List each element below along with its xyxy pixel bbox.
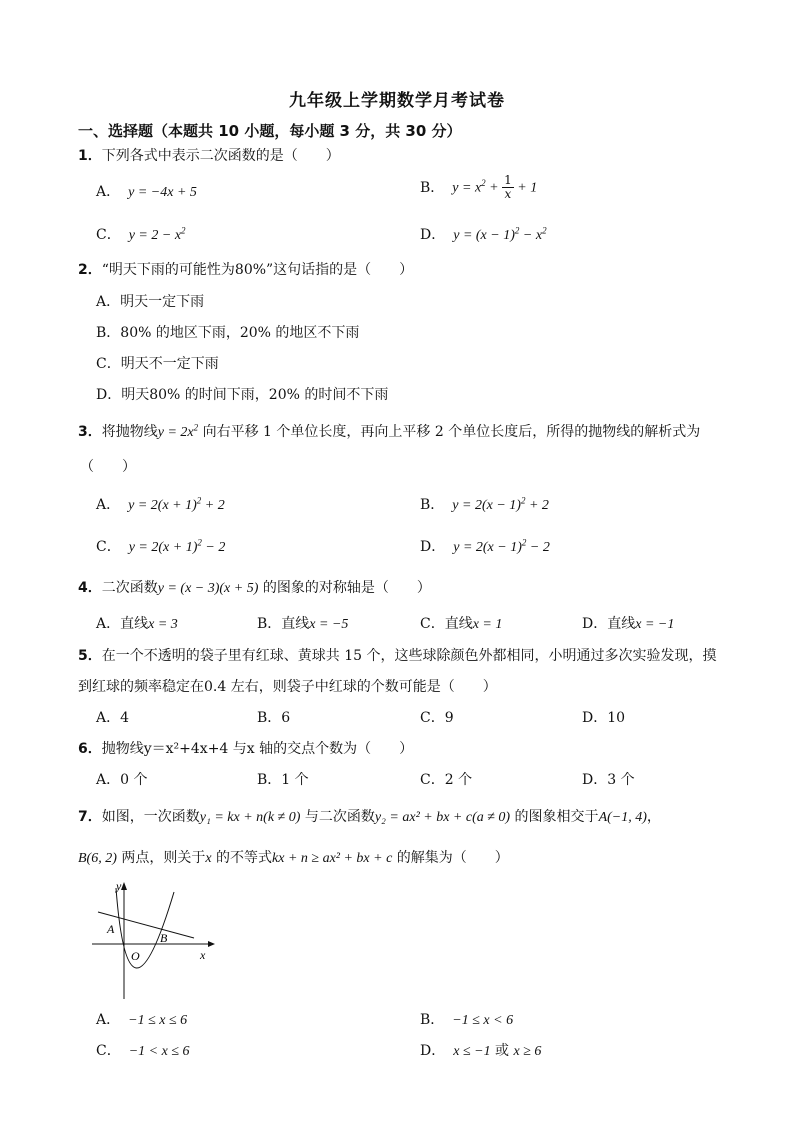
q4-option-c[interactable]: [420, 613, 502, 633]
exponent: 2: [196, 495, 202, 506]
option-expr: x = −5: [309, 617, 349, 632]
exponent: 2: [193, 422, 199, 433]
plus-sign: +: [485, 180, 503, 196]
option-label: A．: [96, 497, 121, 513]
question-2-stem: [78, 259, 413, 279]
option-label: C．: [96, 227, 121, 243]
origin-label: O: [131, 949, 140, 963]
q4-option-a[interactable]: [96, 613, 178, 633]
question-text: 如图，一次函数: [101, 809, 200, 825]
option-expr: y = (x − 1): [453, 228, 515, 243]
question-text: 两点，则关于: [116, 850, 206, 866]
exponent: 2: [481, 177, 486, 188]
point-a-expr: A(−1, 4): [598, 810, 647, 825]
option-expr-tail: + 2: [201, 498, 225, 513]
exponent: 2: [181, 225, 186, 236]
q3-option-b[interactable]: [420, 494, 549, 514]
y-axis-arrow-icon: [121, 882, 127, 890]
question-7-stem: [78, 806, 661, 826]
question-expr: y = (x − 3)(x + 5): [157, 581, 259, 596]
exponent: 2: [514, 225, 520, 236]
q2-option-a[interactable]: A．明天一定下雨: [96, 294, 205, 310]
inequality-expr: kx + n ≥ ax² + bx + c: [272, 851, 393, 866]
q4-option-d[interactable]: [582, 613, 674, 633]
point-b-label: B: [160, 931, 168, 945]
exponent: 2: [542, 225, 547, 236]
x-axis-arrow-icon: [208, 941, 215, 947]
question-text: 在一个不透明的袋子里有红球、黄球共 15 个，这些球除颜色外都相同，小明通过多次实验发现，摸: [101, 648, 717, 664]
question-5-stem: [78, 645, 716, 665]
option-expr: x = −1: [635, 617, 675, 632]
fraction: [502, 174, 514, 201]
q5-option-b[interactable]: B．6: [257, 710, 291, 726]
section-heading: 一、选择题（本题共 10 小题，每小题 3 分，共 30 分）: [78, 122, 462, 140]
question-number: 7．: [78, 809, 102, 825]
option-label: D．: [420, 227, 446, 243]
question-text-tail: 的图象相交于: [510, 809, 599, 825]
q5-option-c[interactable]: C．9: [420, 710, 454, 726]
question-text: 抛物线y＝x²+4x+4 与x 轴的交点个数为（ ）: [101, 741, 414, 757]
question-text-tail: 的图象的对称轴是（ ）: [258, 580, 431, 596]
q6-option-a[interactable]: A．0 个: [96, 772, 148, 788]
exponent: 2: [521, 537, 527, 548]
option-expr: y = 2 − x: [128, 228, 182, 243]
question-number: 2．: [78, 262, 102, 278]
question-number: 4．: [78, 580, 102, 596]
option-label: B．: [420, 497, 445, 513]
q5-option-d[interactable]: D．10: [582, 710, 626, 726]
option-expr: −1 ≤ x ≤ 6: [128, 1013, 188, 1028]
page-title: 九年级上学期数学月考试卷: [289, 91, 505, 111]
q3-option-d[interactable]: [420, 536, 550, 556]
conjunction: 或: [490, 1043, 514, 1059]
question-expr: y = 2x: [157, 425, 194, 440]
option-label: C．: [96, 539, 121, 555]
question-number: 3．: [78, 424, 102, 440]
q2-option-b[interactable]: B．80% 的地区下雨，20% 的地区不下雨: [96, 325, 360, 341]
question-text: “明天下雨的可能性为80%”这句话指的是（ ）: [101, 262, 414, 278]
point-a-label: A: [107, 922, 115, 936]
q4-option-b[interactable]: [257, 613, 348, 633]
question-4-stem: [78, 577, 431, 597]
parabola-curve: [116, 888, 174, 968]
option-expr: y = 2(x + 1): [128, 498, 197, 513]
q3-option-c[interactable]: [96, 536, 225, 556]
option-expr: y = 2(x + 1): [128, 540, 198, 555]
option-label: B．: [420, 179, 445, 196]
q1-option-d[interactable]: [420, 224, 547, 244]
question-text-tail: 的解集为（ ）: [392, 850, 509, 866]
question-3-stem: [78, 421, 700, 441]
question-1-stem: [78, 145, 340, 165]
option-expr: x ≤ −1: [453, 1044, 491, 1059]
option-label: C．直线: [420, 616, 473, 632]
q6-option-b[interactable]: B．1 个: [257, 772, 309, 788]
question-number: 6．: [78, 741, 102, 757]
option-label: B．: [420, 1012, 445, 1028]
option-expr-tail: − x: [519, 228, 543, 243]
option-label: D．直线: [582, 616, 636, 632]
question-text: 二次函数: [101, 580, 158, 596]
q1-option-c[interactable]: [96, 224, 186, 244]
option-expr-tail: + 2: [525, 498, 549, 513]
option-expr: y = 2(x − 1): [453, 540, 522, 555]
linear-function-expr: y₁ = kx + n(k ≠ 0): [199, 810, 301, 825]
question-text: 下列各式中表示二次函数的是（ ）: [101, 148, 340, 164]
option-expr: −1 ≤ x < 6: [452, 1013, 514, 1028]
option-label: D．: [420, 539, 446, 555]
fraction-numerator: 1: [504, 173, 512, 187]
option-label: A．直线: [96, 616, 149, 632]
question-number: 5．: [78, 648, 102, 664]
option-expr-tail: − 2: [201, 540, 226, 555]
q7-option-a[interactable]: [96, 1009, 187, 1029]
exponent: 2: [520, 495, 526, 506]
option-expr: y = x: [452, 180, 482, 196]
option-expr-tail: + 1: [513, 180, 538, 196]
question-3-stem-line2: （ ）: [80, 459, 136, 475]
question-text: 将抛物线: [101, 424, 158, 440]
option-label: D．: [420, 1043, 446, 1059]
punctuation: ，: [646, 809, 661, 825]
question-6-stem: [78, 738, 413, 758]
option-label: B．直线: [257, 616, 310, 632]
quadratic-function-expr: y₂ = ax² + bx + c(a ≠ 0): [374, 810, 511, 825]
q7-option-c[interactable]: [96, 1040, 190, 1060]
q7-option-d[interactable]: [420, 1040, 541, 1060]
option-expr-tail: − 2: [526, 540, 550, 555]
option-expr: x = 1: [472, 617, 503, 632]
question-text-tail: 向右平移 1 个单位长度，再向上平移 2 个单位长度后，所得的抛物线的解析式为: [198, 424, 701, 440]
q2-option-d[interactable]: D．明天80% 的时间下雨，20% 的时间不下雨: [96, 387, 389, 403]
option-expr: y = −4x + 5: [128, 185, 197, 200]
question-text-mid: 与二次函数: [300, 809, 375, 825]
q5-option-a[interactable]: A．4: [96, 710, 130, 726]
question-7-stem-line2: [78, 847, 509, 867]
q3-option-a[interactable]: [96, 494, 225, 514]
point-b-expr: B(6, 2): [78, 851, 117, 866]
question-text-mid: 的不等式: [211, 850, 273, 866]
y-axis-label: y: [116, 879, 122, 893]
variable: x: [205, 851, 212, 866]
question-5-stem-line2: 到红球的频率稳定在0.4 左右，则袋子中红球的个数可能是（ ）: [78, 679, 497, 695]
question-number: 1．: [78, 148, 102, 164]
option-expr: −1 < x ≤ 6: [128, 1044, 190, 1059]
exponent: 2: [197, 537, 202, 548]
option-label: A．: [96, 184, 121, 200]
q1-option-b[interactable]: [420, 174, 537, 201]
q7-option-b[interactable]: [420, 1009, 513, 1029]
q2-option-c[interactable]: C．明天不一定下雨: [96, 356, 219, 372]
option-expr-tail: x ≥ 6: [513, 1044, 542, 1059]
option-expr: y = 2(x − 1): [452, 498, 521, 513]
q6-option-d[interactable]: D．3 个: [582, 772, 635, 788]
q6-option-c[interactable]: C．2 个: [420, 772, 473, 788]
option-expr: x = 3: [148, 617, 178, 632]
function-graph-figure: [90, 876, 220, 1001]
option-label: A．: [96, 1012, 121, 1028]
q1-option-a[interactable]: [96, 181, 197, 201]
x-axis-label: x: [200, 948, 206, 962]
fraction-denominator: x: [504, 187, 512, 201]
option-label: C．: [96, 1043, 121, 1059]
